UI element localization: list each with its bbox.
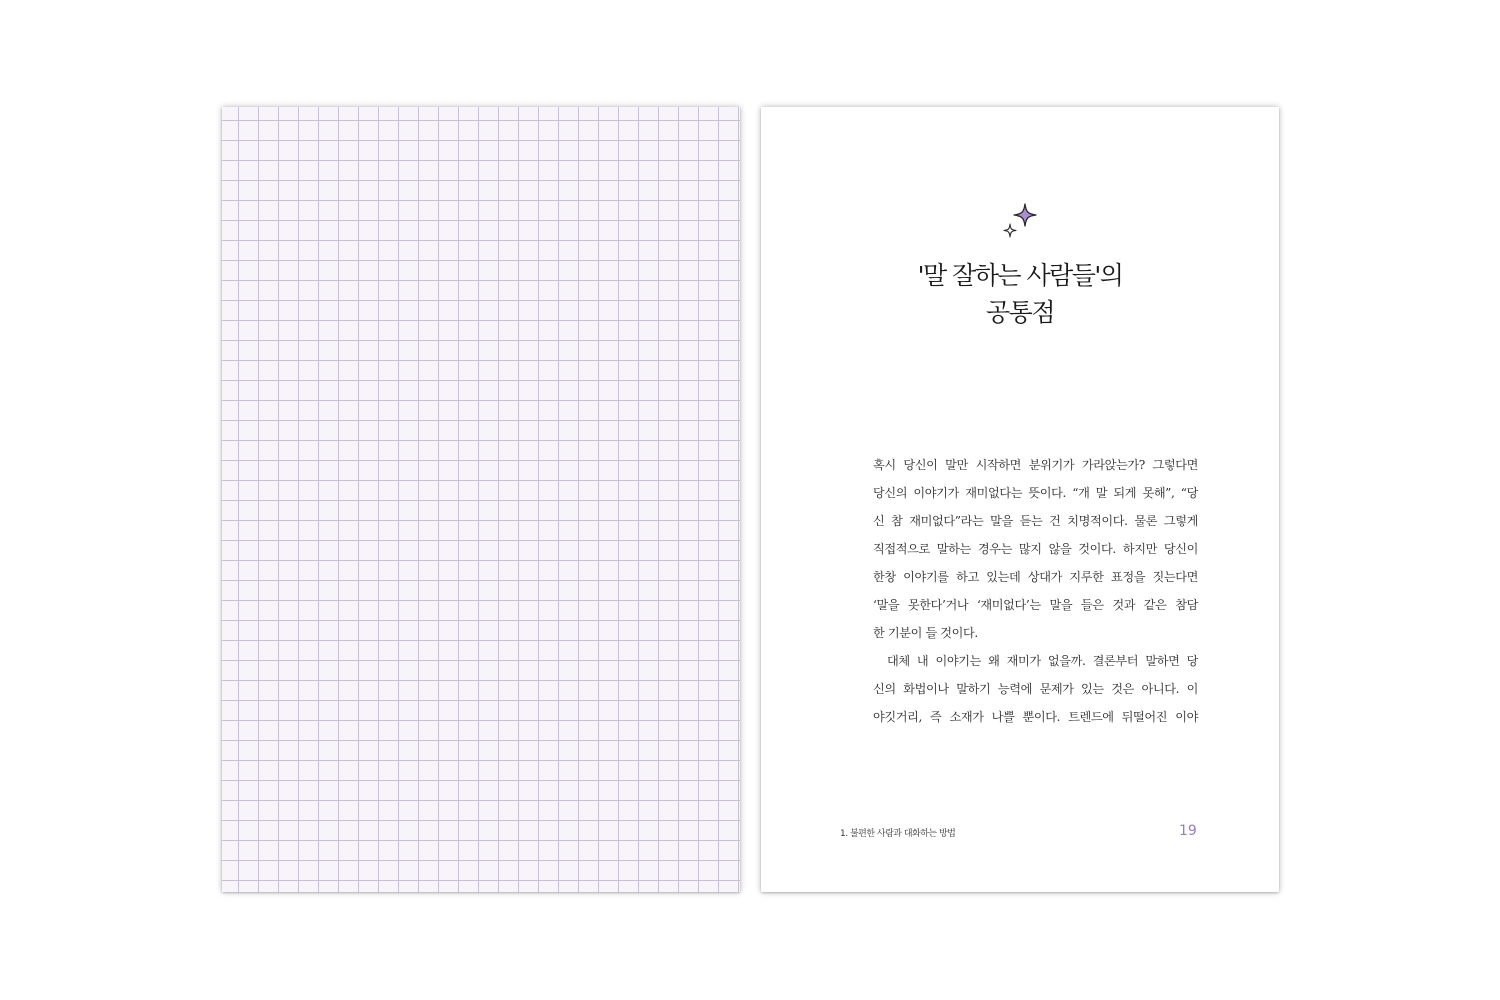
chapter-title-line: '말 잘하는 사람들'의 <box>917 261 1123 290</box>
text-line: ‘말을 못한다’거나 ‘재미없다’는 말을 들은 것과 같은 참담 <box>873 598 1198 612</box>
paragraph <box>873 451 1198 647</box>
text-line: 한창 이야기를 하고 있는데 상대가 지루한 표정을 짓는다면 <box>873 570 1198 584</box>
sparkle-icon <box>1001 203 1041 243</box>
text-line: 한 기분이 들 것이다. <box>873 626 978 640</box>
chapter-title-line: 공통점 <box>986 298 1054 327</box>
text-line: 직접적으로 말하는 경우는 많지 않을 것이다. 하지만 당신이 <box>873 542 1198 556</box>
text-line: 야깃거리, 즉 소재가 나쁠 뿐이다. 트렌드에 뒤떨어진 이야 <box>873 710 1198 724</box>
paragraph <box>873 647 1198 731</box>
text-page <box>761 107 1279 892</box>
text-line: 당신의 이야기가 재미없다는 뜻이다. “개 말 되게 못해”, “당 <box>873 486 1198 500</box>
text-line: 신 참 재미없다”라는 말을 듣는 건 치명적이다. 물론 그렇게 <box>873 514 1198 528</box>
grid-page <box>222 107 740 892</box>
body-text <box>873 451 1198 731</box>
page-number: 19 <box>1179 823 1197 839</box>
text-line: 신의 화법이나 말하기 능력에 문제가 있는 것은 아니다. 이 <box>873 682 1198 696</box>
running-footer: 1. 불편한 사람과 대화하는 방법 <box>840 829 956 839</box>
chapter-title <box>761 257 1279 331</box>
text-line: 대체 내 이야기는 왜 재미가 없을까. 결론부터 말하면 당 <box>887 654 1198 668</box>
text-line: 혹시 당신이 말만 시작하면 분위기가 가라앉는가? 그렇다면 <box>873 458 1198 472</box>
